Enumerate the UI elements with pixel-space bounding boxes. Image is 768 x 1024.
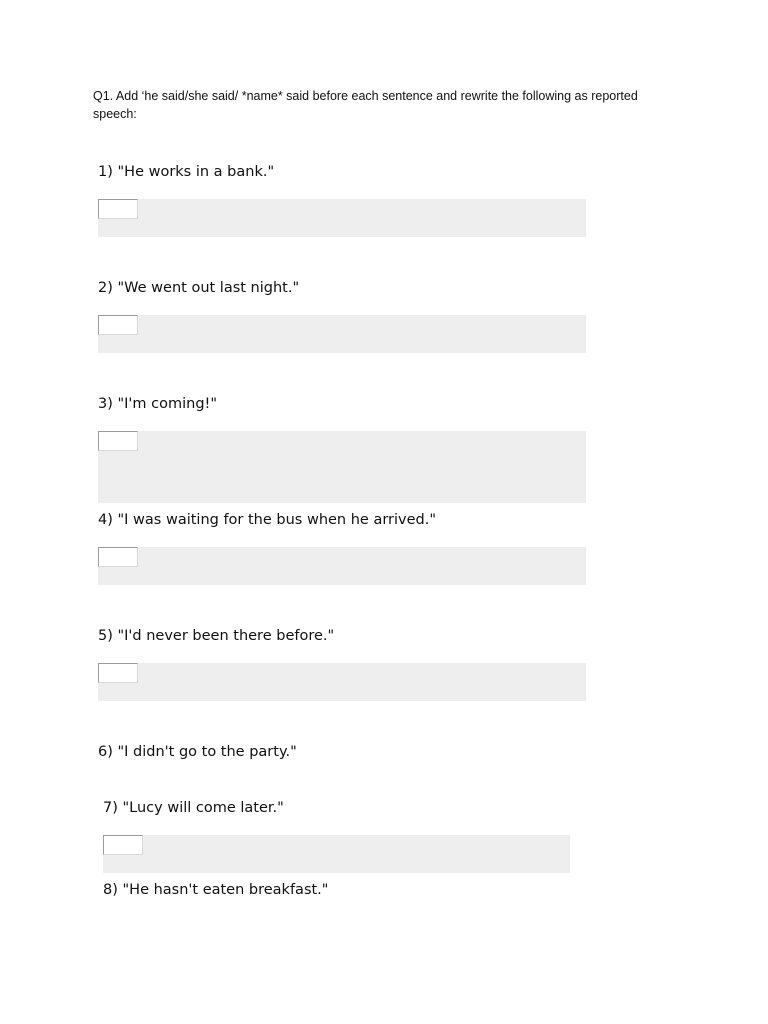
answer-input-3[interactable] [98, 431, 138, 451]
question-5: 5) "I'd never been there before." [98, 628, 335, 644]
question-7: 7) "Lucy will come later." [103, 800, 284, 816]
answer-input-5[interactable] [98, 663, 138, 683]
exercise-instruction: Q1. Add ‘he said/she said/ *name* said before each sentence and rewrite the following as reported speech: [93, 89, 638, 121]
answer-area-4 [98, 547, 586, 585]
answer-area-3 [98, 431, 586, 503]
answer-area-1 [98, 199, 586, 237]
question-6: 6) "I didn't go to the party." [98, 744, 297, 760]
answer-input-1[interactable] [98, 199, 138, 219]
question-1: 1) "He works in a bank." [98, 164, 275, 180]
answer-input-7[interactable] [103, 835, 143, 855]
answer-area-5 [98, 663, 586, 701]
question-8: 8) "He hasn't eaten breakfast." [103, 882, 329, 898]
answer-area-7 [103, 835, 570, 873]
question-2: 2) "We went out last night." [98, 280, 300, 296]
question-3: 3) "I'm coming!" [98, 396, 218, 412]
answer-area-2 [98, 315, 586, 353]
answer-input-2[interactable] [98, 315, 138, 335]
question-4: 4) "I was waiting for the bus when he arrived." [98, 512, 437, 528]
answer-input-4[interactable] [98, 547, 138, 567]
